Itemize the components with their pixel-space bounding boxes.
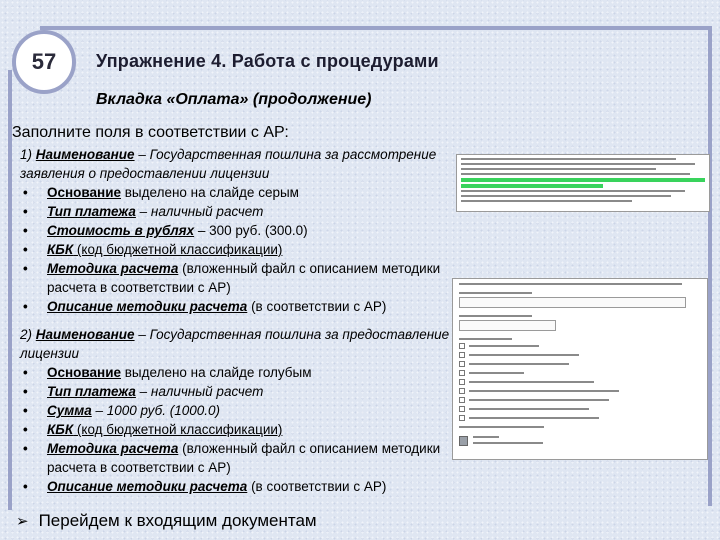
list-item [20,477,460,496]
checkbox-icon [459,388,465,394]
intro-text: Заполните поля в соответствии с АР: [12,124,289,141]
option-text [469,399,609,401]
checkbox-row [459,379,701,385]
footer-next-step [16,511,317,531]
item-label: КБК [47,242,74,257]
item-label: Тип платежа [47,384,136,399]
checkbox-row [459,406,701,412]
lead-rest: – Государственная пошлина за предоставление лицензии [20,327,450,361]
payment-form-screenshot [452,278,708,460]
attached-file [459,436,701,446]
item-label: Методика расчета [47,441,179,456]
item-text: выделено на слайде серым [121,185,299,200]
list-item [20,202,460,221]
list-item [20,382,460,401]
checkbox-icon [459,415,465,421]
checkbox-row [459,388,701,394]
highlight-line [461,184,603,188]
lead-rest: – Государственная пошлина за рассмотрение заявления о предоставлении лицензии [20,147,437,181]
item-label: Сумма [47,403,92,418]
item-label: Методика расчета [47,261,179,276]
item-label: Описание методики расчета [47,479,248,494]
text-line [461,190,685,192]
file-icon [459,436,468,446]
checkbox-icon [459,352,465,358]
checkbox-icon [459,370,465,376]
text-line [461,173,690,175]
procedure-1-list [20,183,460,316]
item-text: – 1000 руб. (1000.0) [91,403,221,418]
list-item [20,297,460,316]
procedure-2-block [20,325,460,496]
text-line [461,168,656,170]
procedure-1-lead [20,145,460,183]
item-label: Основание [47,365,121,380]
checkbox-row [459,343,701,349]
list-item [20,259,460,297]
item-label: Описание методики расчета [47,299,248,314]
field-box [459,320,556,331]
item-text: – 300 руб. (300.0) [194,223,308,238]
arrow-right-icon: ➢ [16,513,29,530]
list-item [20,240,460,259]
text-line [461,158,676,160]
checkbox-row [459,397,701,403]
list-item [20,439,460,477]
slide-number-badge [12,30,76,94]
item-label: Основание [47,185,121,200]
text-line [473,436,499,438]
option-text [469,345,539,347]
list-item [20,183,460,202]
checkbox-row [459,415,701,421]
checkbox-icon [459,343,465,349]
option-text [469,408,589,410]
checkbox-row [459,361,701,367]
item-text: (в соответствии с АР) [247,299,387,314]
slide-title: Упражнение 4. Работа с процедурами [96,51,439,71]
field-label [459,292,532,294]
field-label [459,426,544,428]
lead-label: Наименование [35,327,135,342]
item-text: (в соответствии с АР) [247,479,387,494]
highlight-line [461,178,705,182]
frame-right-line [708,26,712,506]
procedure-2-lead [20,325,460,363]
frame-top-line [40,26,708,30]
item-label: Стоимость в рублях [47,223,195,238]
list-item [20,420,460,439]
procedure-2-list [20,363,460,496]
lead-number: 2) [20,327,36,342]
text-line [473,442,543,444]
file-text [473,436,543,444]
list-item [20,401,460,420]
item-text: – наличный расчет [135,204,264,219]
option-text [469,381,594,383]
checkbox-icon [459,397,465,403]
item-text: (вложенный файл с описанием методики расчета в соответствии с АР) [47,261,441,295]
field-label [459,315,532,317]
checkbox-row [459,352,701,358]
item-label: КБК [47,422,74,437]
text-line [461,200,632,202]
option-text [469,390,619,392]
form-header [459,283,682,285]
checkbox-row [459,370,701,376]
lead-label: Наименование [35,147,135,162]
text-line [461,195,671,197]
item-text: (код бюджетной классификации) [73,242,283,257]
option-text [469,354,579,356]
option-text [469,417,599,419]
checkbox-icon [459,379,465,385]
slide-subtitle: Вкладка «Оплата» (продолжение) [96,91,372,108]
option-text [469,363,569,365]
procedure-1-block [20,145,460,316]
item-text: выделено на слайде голубым [121,365,312,380]
basis-screenshot [456,154,710,212]
item-text: (код бюджетной классификации) [73,422,283,437]
item-label: Тип платежа [47,204,136,219]
item-text: – наличный расчет [135,384,264,399]
checkbox-icon [459,406,465,412]
field-label [459,338,512,340]
list-item [20,221,460,240]
list-item [20,363,460,382]
footer-text: Перейдем к входящим документам [38,511,317,530]
field-box [459,297,686,308]
item-text: (вложенный файл с описанием методики расчета в соответствии с АР) [47,441,441,475]
checkbox-icon [459,361,465,367]
slide-number: 57 [31,49,57,74]
lead-number: 1) [20,147,36,162]
option-text [469,372,524,374]
text-line [461,163,695,165]
